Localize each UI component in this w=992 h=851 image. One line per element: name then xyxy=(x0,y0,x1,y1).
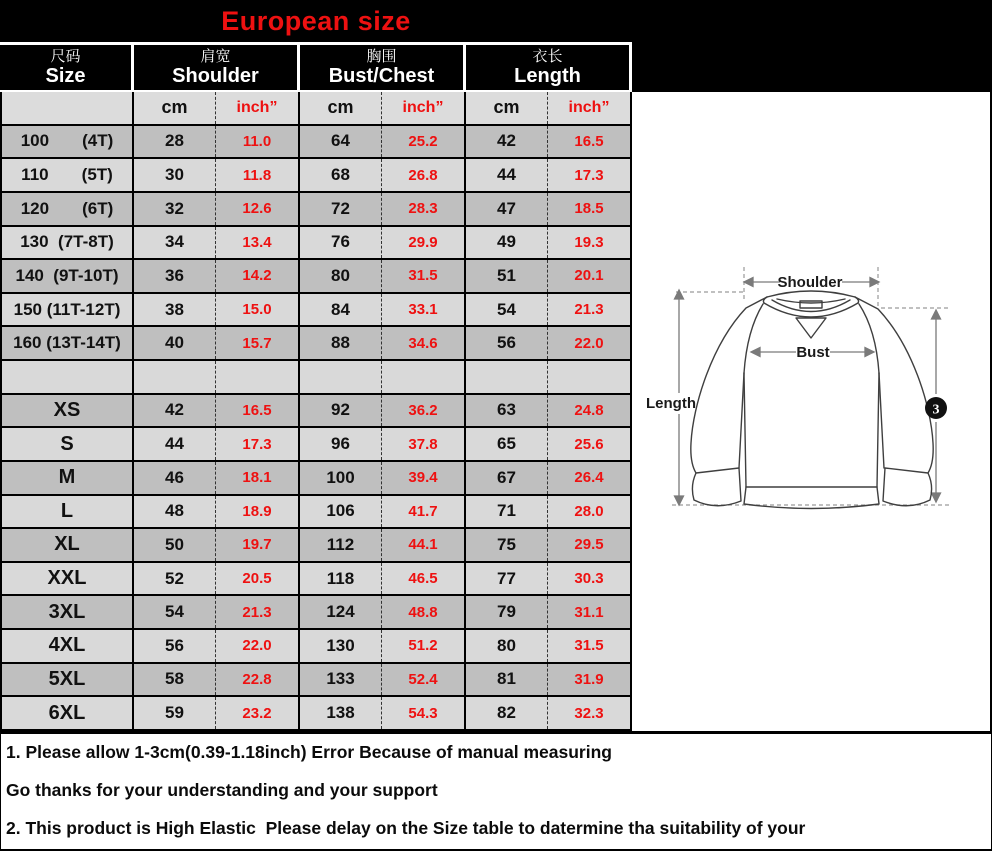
table-row xyxy=(2,496,630,530)
table-header xyxy=(0,42,632,92)
unit-cm-label: cm xyxy=(132,92,215,124)
table-row xyxy=(2,462,630,496)
inch-value-cell: 22.0 xyxy=(215,630,298,662)
cm-value-cell: 36 xyxy=(132,260,215,292)
inch-value-cell: 31.5 xyxy=(547,630,630,662)
inch-value-cell: 29.5 xyxy=(547,529,630,561)
cm-value-cell: 72 xyxy=(298,193,381,225)
inch-value-cell: 18.9 xyxy=(215,496,298,528)
size-cell: S xyxy=(60,432,74,455)
cm-value-cell: 34 xyxy=(132,227,215,259)
inch-value-cell: 54.3 xyxy=(381,697,464,729)
inch-value-cell: 11.8 xyxy=(215,159,298,191)
size-cell: L xyxy=(60,499,74,522)
cm-value-cell: 44 xyxy=(464,159,547,191)
inch-value-cell: 36.2 xyxy=(381,395,464,427)
cm-value-cell: 48 xyxy=(132,496,215,528)
inch-value-cell: 23.2 xyxy=(215,697,298,729)
cm-value-cell: 65 xyxy=(464,428,547,460)
cm-value-cell: 79 xyxy=(464,596,547,628)
cm-value-cell: 68 xyxy=(298,159,381,191)
cm-value-cell: 38 xyxy=(132,294,215,326)
cm-value-cell: 50 xyxy=(132,529,215,561)
header-col-bust xyxy=(297,45,463,90)
inch-value-cell: 33.1 xyxy=(381,294,464,326)
cm-value-cell: 138 xyxy=(298,697,381,729)
size-cell: 5XL xyxy=(48,667,86,690)
size-cell: M xyxy=(58,466,76,489)
cm-value-cell: 58 xyxy=(132,664,215,696)
size-cell: XL xyxy=(54,533,80,556)
cm-value-cell: 51 xyxy=(464,260,547,292)
cm-value-cell: 130 xyxy=(298,630,381,662)
cm-value-cell: 64 xyxy=(298,126,381,158)
inch-value-cell: 16.5 xyxy=(547,126,630,158)
inch-value-cell: 28.3 xyxy=(381,193,464,225)
length-label: Length xyxy=(646,395,696,412)
cm-value-cell: 82 xyxy=(464,697,547,729)
inch-value-cell: 30.3 xyxy=(547,563,630,595)
inch-value-cell: 52.4 xyxy=(381,664,464,696)
inch-value-cell: 37.8 xyxy=(381,428,464,460)
cm-value-cell: 44 xyxy=(132,428,215,460)
inch-value-cell: 39.4 xyxy=(381,462,464,494)
header-bust-en: Bust/Chest xyxy=(328,65,435,87)
inch-value-cell: 24.8 xyxy=(547,395,630,427)
inch-value-cell: 28.0 xyxy=(547,496,630,528)
inch-value-cell: 31.5 xyxy=(381,260,464,292)
cm-value-cell: 46 xyxy=(132,462,215,494)
size-cell: 4XL xyxy=(48,634,86,657)
table-row xyxy=(2,294,630,328)
table-row xyxy=(2,428,630,462)
size-cell: XXL xyxy=(47,567,87,590)
cm-value-cell: 133 xyxy=(298,664,381,696)
cm-value-cell: 124 xyxy=(298,596,381,628)
shoulder-label: Shoulder xyxy=(777,274,843,291)
inch-value-cell: 44.1 xyxy=(381,529,464,561)
table-row xyxy=(2,697,630,731)
inch-value-cell: 16.5 xyxy=(215,395,298,427)
size-cell: 110 (5T) xyxy=(21,165,113,185)
header-col-length xyxy=(463,45,629,90)
cm-value-cell: 42 xyxy=(464,126,547,158)
inch-value-cell: 46.5 xyxy=(381,563,464,595)
cm-value-cell: 63 xyxy=(464,395,547,427)
cm-value-cell: 118 xyxy=(298,563,381,595)
inch-value-cell: 41.7 xyxy=(381,496,464,528)
size-cell: 160 (13T-14T) xyxy=(13,333,121,353)
header-shoulder-en: Shoulder xyxy=(172,65,259,87)
inch-value-cell: 25.2 xyxy=(381,126,464,158)
inch-value-cell: 48.8 xyxy=(381,596,464,628)
size-cell: XS xyxy=(53,398,81,421)
cm-value-cell: 28 xyxy=(132,126,215,158)
inch-value-cell: 11.0 xyxy=(215,126,298,158)
table-row xyxy=(2,529,630,563)
cm-value-cell: 75 xyxy=(464,529,547,561)
cm-value-cell: 30 xyxy=(132,159,215,191)
sweater-outline xyxy=(691,291,933,509)
table-row xyxy=(2,159,630,193)
header-length-en: Length xyxy=(514,65,581,87)
size-cell xyxy=(2,361,132,393)
cm-value-cell: 56 xyxy=(132,630,215,662)
unit-cm-label: cm xyxy=(464,92,547,124)
inch-value-cell: 17.3 xyxy=(547,159,630,191)
header-col-shoulder xyxy=(131,45,297,90)
inch-value-cell: 26.4 xyxy=(547,462,630,494)
header-size-zh: 尺码 xyxy=(50,48,81,65)
inch-value-cell: 15.7 xyxy=(215,327,298,359)
inch-value-cell: 31.9 xyxy=(547,664,630,696)
cm-value-cell: 96 xyxy=(298,428,381,460)
cm-value-cell: 80 xyxy=(298,260,381,292)
cm-value-cell xyxy=(298,361,381,393)
inch-value-cell: 25.6 xyxy=(547,428,630,460)
size-cell: 130 (7T-8T) xyxy=(20,232,114,252)
inch-value-cell: 19.7 xyxy=(215,529,298,561)
cm-value-cell: 77 xyxy=(464,563,547,595)
inch-value-cell: 32.3 xyxy=(547,697,630,729)
inch-value-cell xyxy=(547,361,630,393)
unit-inch-label: inch” xyxy=(215,92,298,124)
cm-value-cell: 76 xyxy=(298,227,381,259)
table-row xyxy=(2,327,630,361)
measurement-diagram-panel xyxy=(632,92,992,731)
inch-value-cell: 31.1 xyxy=(547,596,630,628)
table-row xyxy=(2,260,630,294)
notes-section xyxy=(0,731,992,851)
cm-value-cell: 47 xyxy=(464,193,547,225)
unit-row xyxy=(2,92,630,126)
inch-value-cell: 18.1 xyxy=(215,462,298,494)
table-row xyxy=(2,664,630,698)
size-table xyxy=(0,92,632,731)
inch-value-cell: 12.6 xyxy=(215,193,298,225)
inch-value-cell: 22.8 xyxy=(215,664,298,696)
inch-value-cell: 51.2 xyxy=(381,630,464,662)
inch-value-cell: 17.3 xyxy=(215,428,298,460)
bust-label: Bust xyxy=(796,344,830,361)
cm-value-cell: 56 xyxy=(464,327,547,359)
table-row xyxy=(2,395,630,429)
inch-value-cell: 21.3 xyxy=(215,596,298,628)
header-bust-zh: 胸围 xyxy=(366,48,397,65)
note-thanks: Go thanks for your understanding and your support xyxy=(6,780,438,800)
cm-value-cell: 71 xyxy=(464,496,547,528)
inch-value-cell: 22.0 xyxy=(547,327,630,359)
cm-value-cell xyxy=(464,361,547,393)
cm-value-cell: 40 xyxy=(132,327,215,359)
size-cell: 100 (4T) xyxy=(20,131,114,151)
size-cell: 120 (6T) xyxy=(20,198,114,218)
badge-number: 3 xyxy=(932,402,940,418)
inch-value-cell: 13.4 xyxy=(215,227,298,259)
inch-value-cell: 20.5 xyxy=(215,563,298,595)
header-col-size xyxy=(0,45,131,90)
inch-value-cell: 15.0 xyxy=(215,294,298,326)
header-size-en: Size xyxy=(45,65,86,87)
size-cell: 6XL xyxy=(48,701,86,724)
cm-value-cell: 92 xyxy=(298,395,381,427)
cm-value-cell: 81 xyxy=(464,664,547,696)
unit-inch-label: inch” xyxy=(547,92,630,124)
cm-value-cell: 106 xyxy=(298,496,381,528)
table-row xyxy=(2,563,630,597)
table-row xyxy=(2,596,630,630)
cm-value-cell: 52 xyxy=(132,563,215,595)
cm-value-cell xyxy=(132,361,215,393)
inch-value-cell: 34.6 xyxy=(381,327,464,359)
header-length-zh: 衣长 xyxy=(532,48,563,65)
cm-value-cell: 80 xyxy=(464,630,547,662)
table-row xyxy=(2,361,630,395)
cm-value-cell: 100 xyxy=(298,462,381,494)
inch-value-cell: 19.3 xyxy=(547,227,630,259)
table-row xyxy=(2,193,630,227)
size-cell: 140 (9T-10T) xyxy=(15,265,119,285)
page-title: European size xyxy=(221,5,411,36)
unit-inch-label: inch” xyxy=(381,92,464,124)
cm-value-cell: 54 xyxy=(464,294,547,326)
size-cell: 3XL xyxy=(48,600,86,623)
inch-value-cell: 20.1 xyxy=(547,260,630,292)
cm-value-cell: 67 xyxy=(464,462,547,494)
inch-value-cell: 18.5 xyxy=(547,193,630,225)
unit-cm-label: cm xyxy=(298,92,381,124)
cm-value-cell: 32 xyxy=(132,193,215,225)
inch-value-cell: 26.8 xyxy=(381,159,464,191)
table-row xyxy=(2,227,630,261)
inch-value-cell xyxy=(215,361,298,393)
inch-value-cell xyxy=(381,361,464,393)
note-elastic: 2. This product is High Elastic Please delay on the Size table to datermine tha suitability of your xyxy=(6,818,806,838)
unit-empty-cell xyxy=(2,92,132,124)
cm-value-cell: 42 xyxy=(132,395,215,427)
inch-value-cell: 21.3 xyxy=(547,294,630,326)
header-shoulder-zh: 肩宽 xyxy=(200,48,231,65)
cm-value-cell: 112 xyxy=(298,529,381,561)
sweater-measurement-diagram xyxy=(632,92,992,731)
cm-value-cell: 54 xyxy=(132,596,215,628)
inch-value-cell: 29.9 xyxy=(381,227,464,259)
inch-value-cell: 14.2 xyxy=(215,260,298,292)
size-cell: 150 (11T-12T) xyxy=(13,299,121,319)
cm-value-cell: 88 xyxy=(298,327,381,359)
table-row xyxy=(2,126,630,160)
cm-value-cell: 59 xyxy=(132,697,215,729)
cm-value-cell: 84 xyxy=(298,294,381,326)
note-measuring-error: 1. Please allow 1-3cm(0.39-1.18inch) Error Because of manual measuring xyxy=(6,742,612,762)
cm-value-cell: 49 xyxy=(464,227,547,259)
table-row xyxy=(2,630,630,664)
